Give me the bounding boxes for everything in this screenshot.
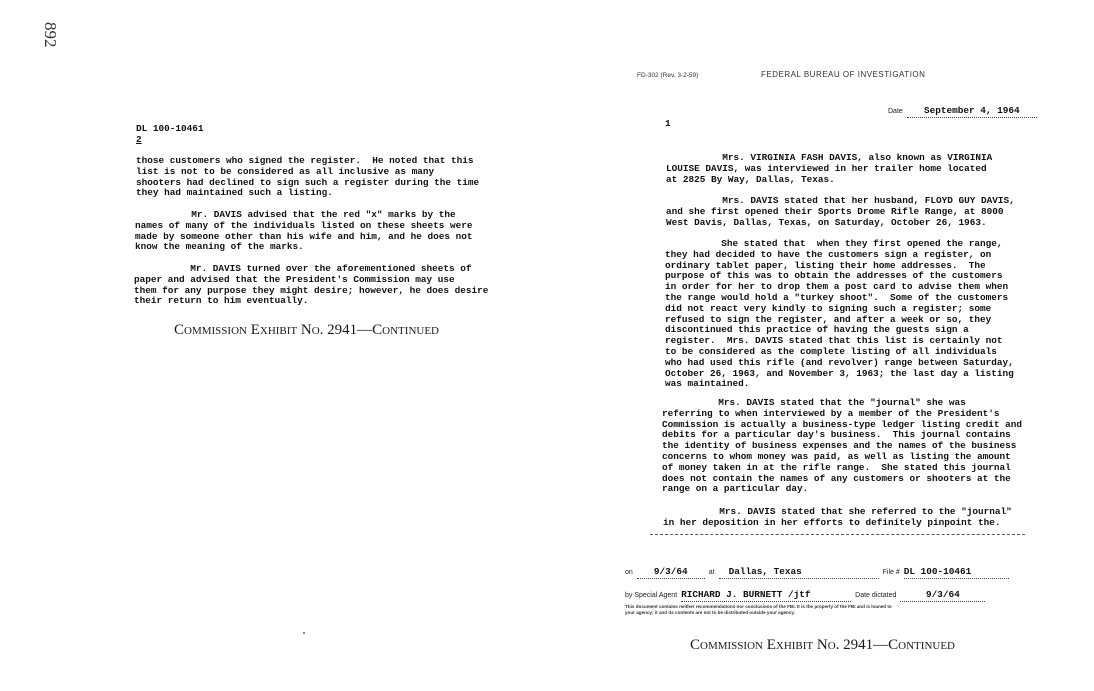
text-line: ordinary tablet paper, listing their home addresses. The (665, 259, 986, 271)
text-line: to be considered as the complete listing of all individuals (665, 345, 997, 357)
text-line: know the meaning of the marks. (135, 241, 304, 253)
at-value: Dallas, Texas (719, 567, 879, 579)
file-number: DL 100-10461 (136, 123, 204, 134)
footer-row-1 (625, 561, 1030, 579)
footer-row-2 (625, 584, 1030, 602)
text-line: West Davis, Dallas, Texas, on Saturday, October 26, 1963. (666, 216, 987, 228)
text-line: them for any purpose they might desire; however, he does desire (134, 284, 489, 296)
page-number: 892 (41, 22, 60, 48)
text-line: refused to sign the register, and after a week or so, they (665, 313, 992, 325)
text-line: was maintained. (665, 378, 750, 390)
date-value: September 4, 1964 (907, 106, 1037, 118)
divider (650, 534, 1025, 535)
text-line: in her deposition in her efforts to definitely pinpoint the. (663, 516, 1001, 528)
text-line: discontinued this practice of having the guests sign a (665, 324, 969, 336)
text-line: register. Mrs. DAVIS stated that this list is certainly not (665, 335, 1003, 347)
dictated-label: Date dictated (855, 592, 897, 599)
text-line: at 2825 By Way, Dallas, Texas. (666, 173, 835, 185)
text-line: made by someone other than his wife and him, and he does not (135, 230, 473, 242)
dictated-value: 9/3/64 (900, 590, 985, 602)
disclaimer: This document contains neither recommendations nor conclusions of the FBI. It is the property of the FBI and is loaned to your agency; it and its contents are not to be distributed outside your agency. (625, 604, 892, 615)
text-line: paper and advised that the President's Commission may use (134, 273, 455, 285)
date-label: Date (888, 108, 903, 115)
text-line: names of many of the individuals listed on these sheets were (135, 219, 473, 231)
paragraph (135, 210, 473, 253)
text-line: Mrs. DAVIS stated that the "journal" she was (662, 397, 966, 408)
text-line: LOUISE DAVIS, was interviewed in her trailer home located (666, 162, 987, 174)
paragraph (134, 264, 488, 307)
text-line: in order for her to drop them a post card to advise them when (665, 281, 1009, 293)
text-line: Mrs. DAVIS stated that she referred to the "journal" (663, 506, 1012, 517)
on-label: on (625, 569, 633, 576)
paragraph (136, 156, 479, 199)
at-label: at (708, 569, 715, 576)
paragraph (666, 153, 992, 185)
text-line: list is not to be considered as all inclusive as many (136, 165, 435, 177)
form-number: FD-302 (Rev. 3-2-59) (637, 72, 699, 79)
text-line: and she first opened their Sports Drome Rifle Range, at 8000 (666, 205, 1004, 217)
text-line: they had decided to have the customers sign a register, on (665, 248, 992, 260)
text-line: they had maintained such a listing. (136, 187, 333, 199)
text-line: Mr. DAVIS advised that the red "x" marks by the (135, 209, 456, 220)
text-line: the identity of business expenses and the names of the business (662, 440, 1017, 452)
text-line: shooters had declined to sign such a register during the time (136, 176, 480, 188)
text-line: purpose of this was to obtain the addresses of the customers (665, 270, 1003, 282)
file-label: File # (882, 569, 900, 576)
text-line: who had used this rifle (and revolver) range between Saturday, (665, 356, 1014, 368)
text-line: October 26, 1963, and November 3, 1963; the last day a listing (665, 367, 1014, 379)
page-marker: 2 (136, 134, 142, 145)
text-line: debits for a particular day's business. This journal contains (662, 429, 1011, 441)
date-line (888, 100, 1037, 118)
text-line: the range would hold a "turkey shoot". Some of the customers (665, 291, 1009, 303)
exhibit-caption: Commission Exhibit No. 2941—Continued (174, 322, 439, 338)
agency-header: FEDERAL BUREAU OF INVESTIGATION (761, 70, 926, 79)
file-value: DL 100-10461 (904, 567, 1009, 579)
paragraph (665, 239, 1014, 390)
text-line: Mrs. VIRGINIA FASH DAVIS, also known as VIRGINIA (666, 152, 993, 163)
text-line: Commission is actually a business-type ledger listing credit and (662, 418, 1023, 430)
paragraph (662, 398, 1022, 495)
text-line: of money taken in at the rifle range. She stated this journal (662, 461, 1011, 473)
paragraph (663, 507, 1012, 529)
on-value: 9/3/64 (637, 567, 705, 579)
text-line: referring to when interviewed by a member of the President's (662, 407, 1000, 419)
agent-value: RICHARD J. BURNETT /jtf (681, 590, 851, 602)
text-line: range on a particular day. (662, 483, 809, 495)
text-line: Mrs. DAVIS stated that her husband, FLOYD GUY DAVIS, (666, 195, 1015, 206)
paragraph (666, 196, 1015, 228)
exhibit-caption: Commission Exhibit No. 2941—Continued (690, 637, 955, 653)
text-line: their return to him eventually. (134, 295, 309, 307)
text-line: concerns to whom money was paid, as well as listing the amount (662, 450, 1011, 462)
scan-speck (303, 632, 305, 634)
text-line: those customers who signed the register. He noted that this (136, 155, 474, 166)
text-line: did not react very kindly to signing such a register; some (665, 302, 992, 314)
page-marker: 1 (665, 118, 671, 129)
text-line: She stated that when they first opened the range, (665, 238, 1003, 249)
agent-label: by Special Agent (625, 592, 678, 599)
text-line: does not contain the names of any customers or shooters at the (662, 472, 1011, 484)
text-line: Mr. DAVIS turned over the aforementioned sheets of (134, 263, 472, 274)
